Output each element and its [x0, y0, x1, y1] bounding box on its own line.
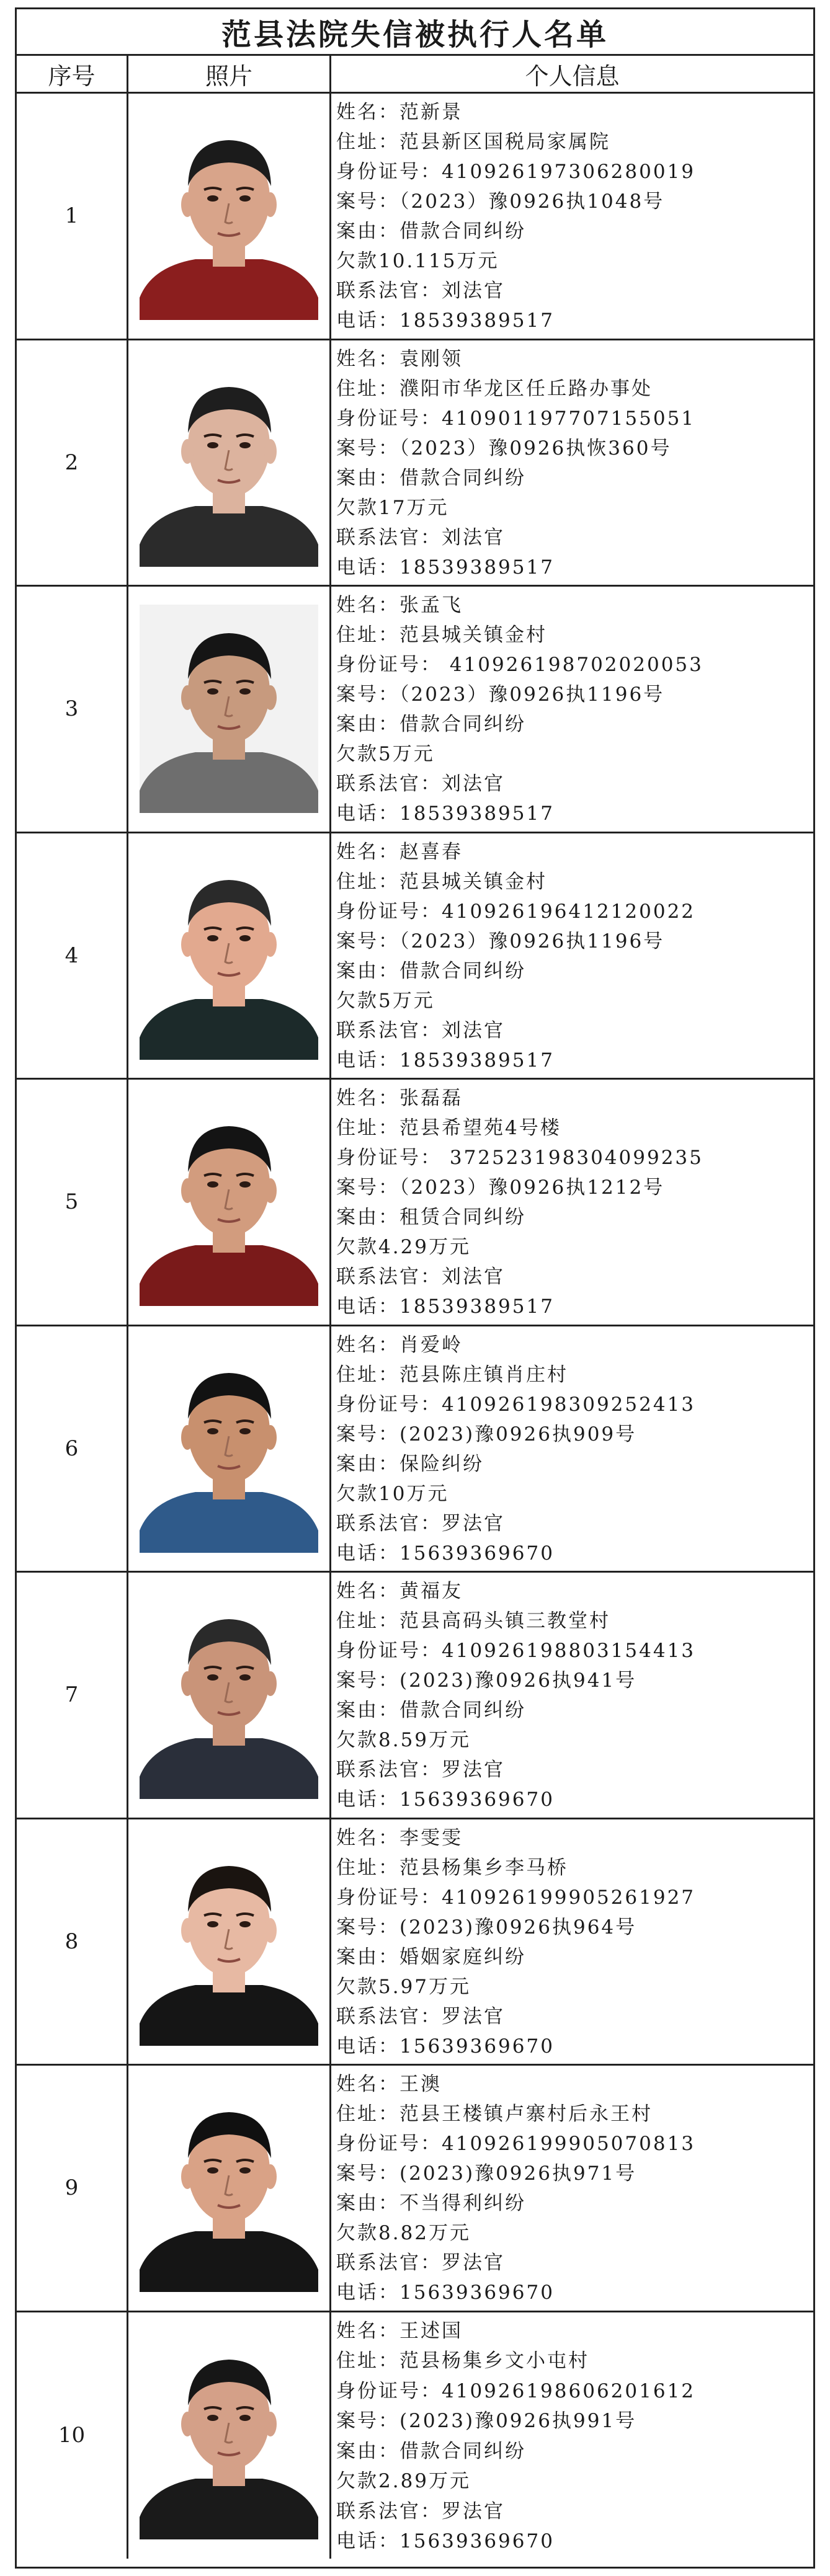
blacklist-table [15, 7, 815, 2569]
table-row [17, 2312, 813, 2559]
info-phone: 电话：18539389517 [336, 556, 555, 579]
table-row [17, 587, 813, 833]
info-name: 姓名：王澳 [336, 2073, 442, 2095]
table-row [17, 94, 813, 340]
header-info: 个人信息 [525, 62, 620, 90]
photo-cell [128, 2066, 331, 2311]
info-name: 姓名：王述国 [336, 2319, 463, 2342]
person-photo [140, 112, 318, 320]
table-row [17, 1326, 813, 1573]
info-case-number: 案号：（2023）豫0926执1048号 [336, 190, 665, 213]
info-address: 住址：范县陈庄镇肖庄村 [336, 1363, 568, 1386]
table-row [17, 1819, 813, 2066]
info-address: 住址：范县城关镇金村 [336, 870, 547, 893]
info-case-cause: 案由：借款合同纠纷 [336, 1699, 526, 1722]
personal-info [331, 340, 813, 585]
info-address: 住址：范县高码头镇三教堂村 [336, 1610, 610, 1633]
info-case-number: 案号：（2023）豫0926执恢360号 [336, 437, 672, 460]
info-id-number: 身份证号：410926198606201612 [336, 2379, 696, 2402]
info-id-number: 身份证号：410926199905070813 [336, 2133, 696, 2156]
header-index: 序号 [17, 56, 128, 92]
info-phone: 电话：15639369670 [336, 2530, 555, 2552]
info-address: 住址：濮阳市华龙区任丘路办事处 [336, 377, 653, 400]
info-case-number: 案号：（2023）豫0926执1196号 [336, 683, 665, 706]
info-debt: 欠款4.29万元 [336, 1236, 471, 1259]
info-judge: 联系法官：罗法官 [336, 2252, 505, 2275]
person-photo [140, 2331, 318, 2539]
personal-info [331, 2066, 813, 2311]
row-index: 5 [17, 1080, 128, 1325]
info-address: 住址：范县希望苑4号楼 [336, 1117, 561, 1140]
personal-info [331, 1326, 813, 1571]
info-debt: 欠款10万元 [336, 1482, 449, 1505]
personal-info [331, 587, 813, 832]
info-judge: 联系法官：罗法官 [336, 2500, 505, 2523]
info-phone: 电话：18539389517 [336, 309, 555, 332]
row-index: 4 [17, 833, 128, 1078]
info-phone: 电话：15639369670 [336, 2281, 555, 2304]
personal-info [331, 94, 813, 339]
info-case-cause: 案由：借款合同纠纷 [336, 220, 526, 243]
info-judge: 联系法官：刘法官 [336, 773, 505, 796]
info-address: 住址：范县新区国税局家属院 [336, 131, 610, 154]
info-address: 住址：范县杨集乡李马桥 [336, 1856, 568, 1879]
info-case-cause: 案由：借款合同纠纷 [336, 466, 526, 489]
info-case-cause: 案由：借款合同纠纷 [336, 2440, 526, 2463]
table-row [17, 340, 813, 587]
person-photo [140, 1098, 318, 1306]
info-case-cause: 案由：租赁合同纠纷 [336, 1206, 526, 1229]
info-case-number: 案号：(2023)豫0926执971号 [336, 2162, 637, 2185]
table-row [17, 1080, 813, 1326]
info-name: 姓名：黄福友 [336, 1580, 463, 1602]
info-judge: 联系法官：罗法官 [336, 2005, 505, 2028]
photo-cell [128, 587, 331, 832]
info-id-number: 身份证号：410926199905261927 [336, 1886, 696, 1909]
photo-cell [128, 340, 331, 585]
info-name: 姓名：范新景 [336, 101, 463, 123]
person-photo [140, 1344, 318, 1553]
personal-info [331, 2312, 813, 2559]
info-name: 姓名：袁刚领 [336, 347, 463, 370]
info-debt: 欠款8.82万元 [336, 2222, 471, 2245]
info-case-cause: 案由：借款合同纠纷 [336, 713, 526, 736]
info-id-number: 身份证号：410926198309252413 [336, 1393, 696, 1416]
info-judge: 联系法官：刘法官 [336, 280, 505, 303]
person-photo [140, 1837, 318, 2046]
personal-info [331, 1819, 813, 2064]
info-id-number: 身份证号： 410926198702020053 [336, 654, 703, 677]
info-address: 住址：范县王楼镇卢寨村后永王村 [336, 2103, 653, 2126]
person-photo [140, 1591, 318, 1799]
info-judge: 联系法官：刘法官 [336, 1019, 505, 1042]
info-case-cause: 案由：婚姻家庭纠纷 [336, 1945, 526, 1968]
table-body [17, 94, 813, 2559]
info-debt: 欠款5.97万元 [336, 1975, 471, 1998]
info-debt: 欠款17万元 [336, 496, 449, 519]
photo-cell [128, 1819, 331, 2064]
row-index: 6 [17, 1326, 128, 1571]
info-case-number: 案号：(2023)豫0926执991号 [336, 2410, 637, 2432]
info-name: 姓名：张磊磊 [336, 1087, 463, 1109]
info-case-number: 案号：(2023)豫0926执941号 [336, 1669, 637, 1692]
info-id-number: 身份证号：410926196412120022 [336, 900, 696, 923]
info-debt: 欠款8.59万元 [336, 1729, 471, 1752]
info-debt: 欠款5万元 [336, 989, 435, 1012]
info-id-number: 身份证号：410901197707155051 [336, 407, 696, 430]
person-photo [140, 358, 318, 567]
table-row [17, 1573, 813, 1819]
table-header [17, 56, 813, 94]
row-index: 10 [17, 2312, 128, 2559]
row-index: 3 [17, 587, 128, 832]
info-id-number: 身份证号： 372523198304099235 [336, 1147, 703, 1170]
personal-info [331, 833, 813, 1078]
row-index: 2 [17, 340, 128, 585]
photo-cell [128, 2312, 331, 2559]
info-name: 姓名：张孟飞 [336, 594, 463, 616]
info-phone: 电话：15639369670 [336, 1788, 555, 1811]
info-case-cause: 案由：借款合同纠纷 [336, 959, 526, 982]
info-phone: 电话：18539389517 [336, 802, 555, 825]
info-phone: 电话：15639369670 [336, 2035, 555, 2058]
info-phone: 电话：18539389517 [336, 1049, 555, 1072]
photo-cell [128, 1080, 331, 1325]
photo-cell [128, 94, 331, 339]
info-name: 姓名：肖爱岭 [336, 1333, 463, 1356]
table-row [17, 833, 813, 1080]
row-index: 1 [17, 94, 128, 339]
info-debt: 欠款10.115万元 [336, 250, 499, 273]
info-case-number: 案号：（2023）豫0926执1196号 [336, 930, 665, 953]
info-address: 住址：范县杨集乡文小屯村 [336, 2350, 589, 2372]
info-judge: 联系法官：罗法官 [336, 1512, 505, 1535]
table-row [17, 2066, 813, 2312]
info-case-number: 案号：(2023)豫0926执909号 [336, 1423, 637, 1446]
info-id-number: 身份证号：410926197306280019 [336, 161, 696, 184]
info-case-cause: 案由：不当得利纠纷 [336, 2192, 526, 2215]
info-id-number: 身份证号：410926198803154413 [336, 1640, 696, 1663]
person-photo [140, 851, 318, 1060]
info-phone: 电话：18539389517 [336, 1295, 555, 1318]
row-index: 9 [17, 2066, 128, 2311]
photo-cell [128, 1573, 331, 1818]
header-photo: 照片 [128, 56, 331, 92]
info-address: 住址：范县城关镇金村 [336, 624, 547, 647]
info-case-cause: 案由：保险纠纷 [336, 1452, 484, 1475]
person-photo [140, 605, 318, 813]
info-debt: 欠款5万元 [336, 743, 435, 766]
info-case-number: 案号：（2023）豫0926执1212号 [336, 1176, 665, 1199]
row-index: 8 [17, 1819, 128, 2064]
row-index: 7 [17, 1573, 128, 1818]
info-case-number: 案号：(2023)豫0926执964号 [336, 1916, 637, 1939]
info-judge: 联系法官：罗法官 [336, 1759, 505, 1782]
info-debt: 欠款2.89万元 [336, 2470, 471, 2492]
personal-info [331, 1080, 813, 1325]
photo-cell [128, 1326, 331, 1571]
info-judge: 联系法官：刘法官 [336, 526, 505, 549]
info-name: 姓名：李雯雯 [336, 1826, 463, 1849]
person-photo [140, 2084, 318, 2292]
photo-cell [128, 833, 331, 1078]
personal-info [331, 1573, 813, 1818]
page-title: 范县法院失信被执行人名单 [17, 9, 813, 56]
info-phone: 电话：15639369670 [336, 1542, 555, 1565]
info-judge: 联系法官：刘法官 [336, 1266, 505, 1289]
info-name: 姓名：赵喜春 [336, 840, 463, 863]
